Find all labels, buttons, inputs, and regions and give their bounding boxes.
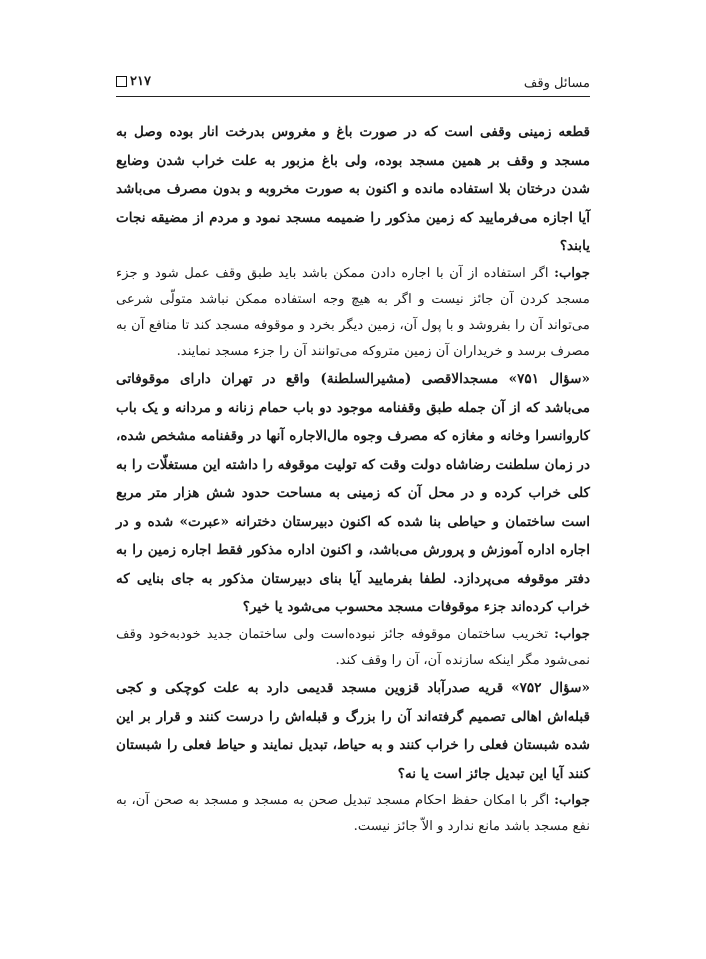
question-751: «سؤال ۷۵۱» مسجدالاقصی (مشیرالسلطنة) واقع در تهران دارای موقوفاتی می‌باشد که از آن جمله طبق وقفنامه موجود دو باب حمام زنانه و مردانه و یک باب کاروانسرا وخانه و مغازه که مصرف وجوه مال‌الاجاره آنها در وقفنامه مشخص شده، در زمان سلطنت رضاشاه دولت وقت که تولیت موقوفه را داشته این مستغلّات را به کلی خراب کرده و در محل آن که زمینی به مساحت حدود شش هزار متر مربع است ساختمان و حیاطی بنا شده که اکنون دبیرستان دخترانه «عبرت» شده و در اجاره اداره آموزش و پرورش می‌باشد، و اکنون اداره مذکور فقط اجاره زمین را به دفتر موقوفه می‌پردازد. لطفا بفرمایید آیا بنای دبیرستان مذکور به جای بنایی که خراب کرده‌اند جزء موقوفات مسجد محسوب می‌شود یا خیر؟ bbox=[116, 371, 590, 616]
question-1: قطعه زمینی وقفی است که در صورت باغ و مغروس بدرخت انار بوده وصل به مسجد و وقف بر همین مسجد بوده، ولی باغ مزبور به علت خراب شدن وضایع شدن درختان بلا استفاده مانده و اکنون به صورت مخروبه و بدون مصرف می‌باشد آیا اجازه می‌فرمایید که زمین مذکور را ضمیمه مسجد نمود و مردم از مضیقه نجات یابند؟ bbox=[116, 124, 590, 254]
page-number-block bbox=[116, 74, 151, 89]
answer-label: جواب: bbox=[554, 265, 590, 281]
answer-752 bbox=[116, 788, 590, 840]
answer-751 bbox=[116, 622, 590, 674]
page-body bbox=[116, 118, 590, 841]
answer-label: جواب: bbox=[554, 626, 590, 642]
answer-text: اگر استفاده از آن با اجاره دادن ممکن باشد باید طبق وقف عمل شود و جزء مسجد کردن آن جائز نیست و اگر به هیچ وجه استفاده ممکن نباشد متولّی شرعی می‌تواند آن را بفروشد و با پول آن، زمین دیگر بخرد و موقوفه مسجد کند تا منافع آن به مصرف برسد و خریداران آن زمین متروکه می‌توانند آن را جزء مسجد نمایند. bbox=[116, 265, 590, 360]
answer-label: جواب: bbox=[554, 793, 590, 809]
answer-text: تخریب ساختمان موقوفه جائز نبوده‌است ولی ساختمان جدید خودبه‌خود وقف نمی‌شود مگر اینکه سازنده آن، آن را وقف کند. bbox=[116, 626, 590, 669]
question-752: «سؤال ۷۵۲» قریه صدرآباد قزوین مسجد قدیمی دارد به علت کوچکی و کجی قبله‌اش اهالی تصمیم گرفته‌اند آن را بزرگ و قبله‌اش را درست کنند و قرار بر این شده شبستان فعلی را خراب کنند و به حیاط، تبدیل نمایند و حیاط فعلی را شبستان کنند آیا این تبدیل جائز است یا نه؟ bbox=[116, 680, 590, 782]
answer-text: اگر با امکان حفظ احکام مسجد تبدیل صحن به مسجد و مسجد به صحن آن، به نفع مسجد باشد مانع ندارد و الاّ جائز نیست. bbox=[116, 793, 590, 835]
answer-1 bbox=[116, 261, 590, 366]
page-number: ۲۱۷ bbox=[130, 74, 151, 89]
page-header bbox=[116, 74, 590, 97]
square-icon bbox=[116, 76, 127, 87]
running-title: مسائل وقف bbox=[523, 76, 590, 91]
